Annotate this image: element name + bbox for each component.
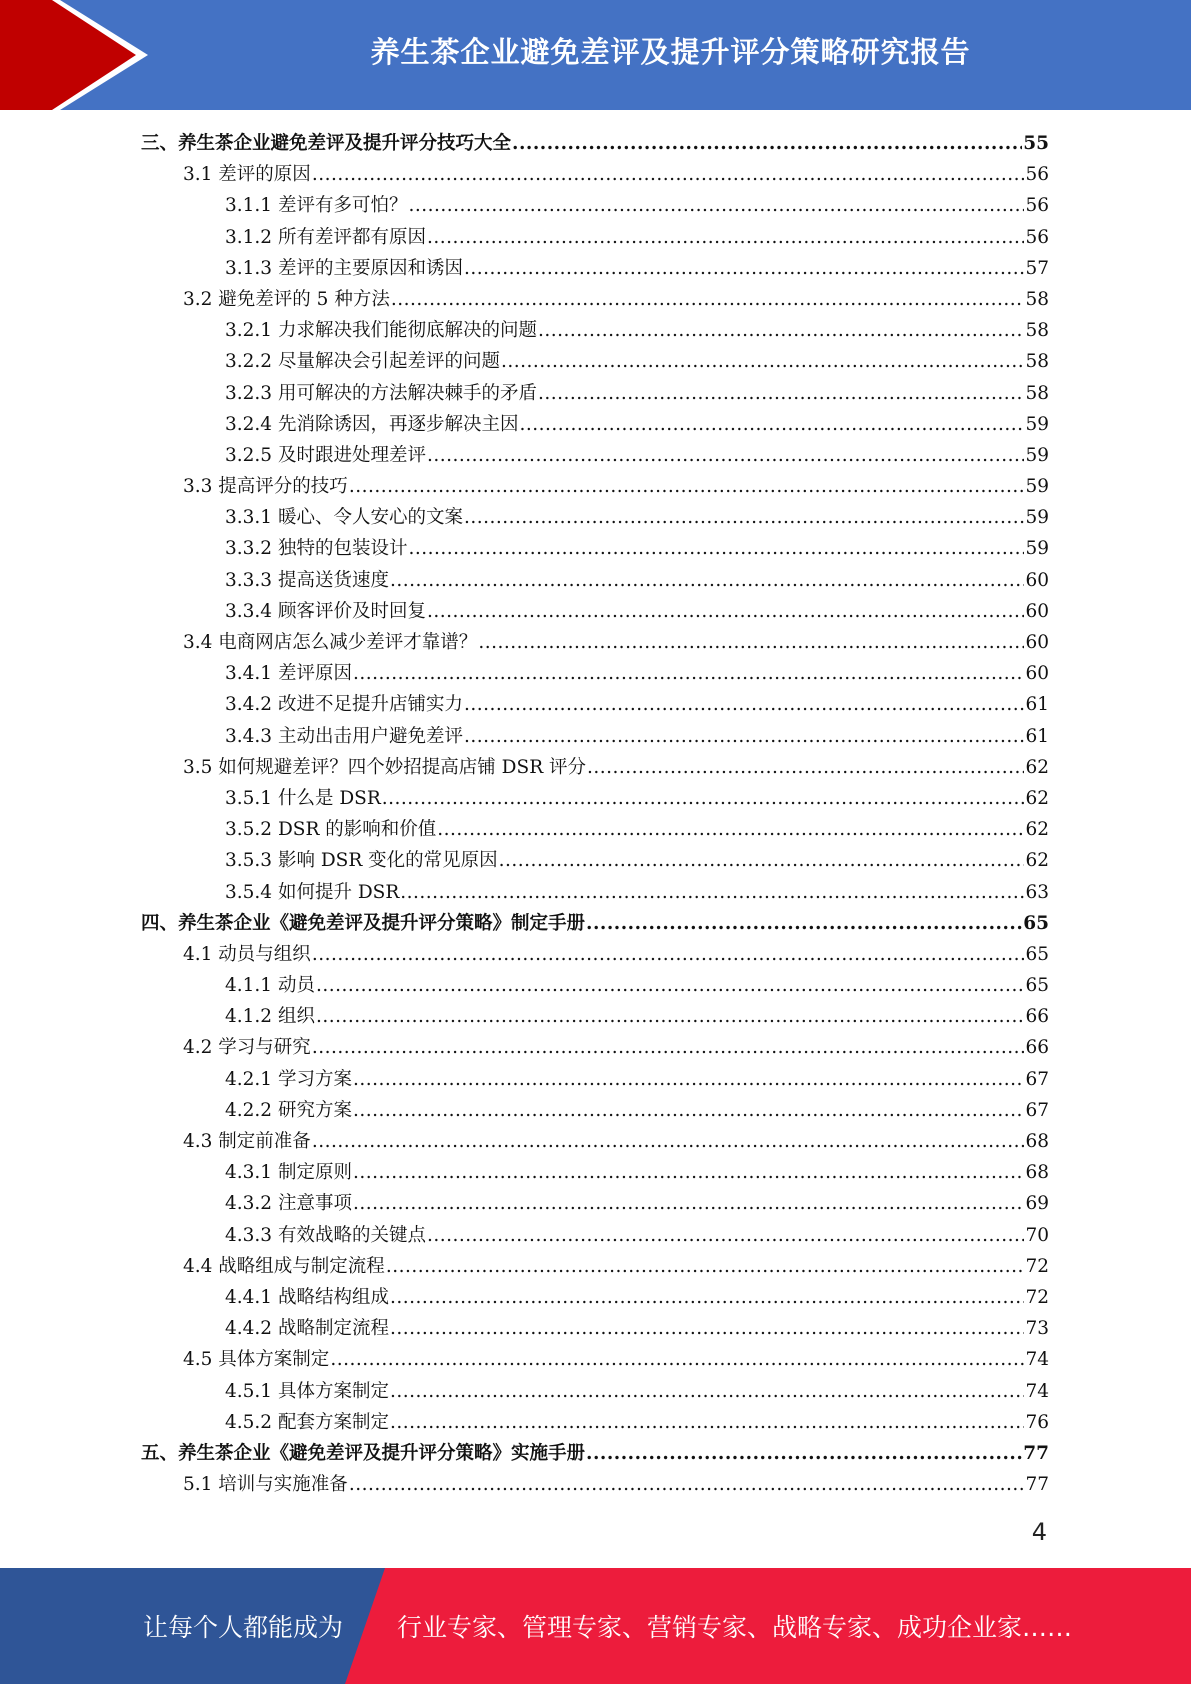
toc-entry-label: 三、养生茶企业避免差评及提升评分技巧大全 [141, 133, 512, 154]
chevron-arrow-icon [0, 0, 160, 110]
toc-entry-page: 73 [1025, 1318, 1049, 1340]
toc-entry[interactable] [141, 1251, 1049, 1282]
toc-entry-page: 59 [1025, 413, 1049, 435]
toc-entry[interactable] [141, 1064, 1049, 1095]
toc-entry[interactable] [141, 565, 1049, 596]
toc-entry-label: 3.2 避免差评的 5 种方法 [183, 288, 390, 310]
toc-entry-page: 66 [1025, 1037, 1049, 1059]
toc-entry-page: 62 [1025, 787, 1049, 809]
toc-entry[interactable] [141, 1157, 1049, 1188]
toc-entry[interactable] [141, 1188, 1049, 1219]
toc-entry-page: 74 [1025, 1349, 1049, 1371]
toc-entry-page: 77 [1023, 1442, 1049, 1464]
toc-leader-dots [312, 1032, 1025, 1063]
toc-entry-page: 56 [1025, 226, 1049, 248]
toc-entry-page: 56 [1025, 195, 1049, 217]
toc-entry[interactable] [141, 658, 1049, 689]
toc-leader-dots [400, 877, 1024, 908]
toc-leader-dots [316, 1001, 1025, 1032]
toc-leader-dots [464, 502, 1024, 533]
toc-entry-page: 56 [1025, 164, 1049, 186]
toc-leader-dots [312, 939, 1025, 970]
toc-entry[interactable] [141, 471, 1049, 502]
toc-leader-dots [499, 845, 1025, 876]
toc-entry-page: 65 [1025, 943, 1049, 965]
toc-leader-dots [390, 1282, 1024, 1313]
toc-leader-dots [586, 908, 1022, 939]
toc-leader-dots [391, 284, 1025, 315]
toc-leader-dots [538, 378, 1024, 409]
toc-entry[interactable] [141, 970, 1049, 1001]
toc-entry-page: 70 [1025, 1224, 1049, 1246]
toc-leader-dots [427, 440, 1024, 471]
toc-entry-label: 4.3.2 注意事项 [225, 1193, 352, 1215]
toc-leader-dots [478, 627, 1024, 658]
toc-entry-label: 4.5.1 具体方案制定 [225, 1380, 389, 1402]
toc-entry-label: 5.1 培训与实施准备 [183, 1474, 348, 1496]
toc-leader-dots [312, 1126, 1025, 1157]
toc-leader-dots [408, 533, 1024, 564]
toc-entry-page: 61 [1025, 694, 1049, 716]
toc-entry[interactable] [141, 253, 1049, 284]
toc-leader-dots [464, 689, 1024, 720]
toc-leader-dots [316, 970, 1025, 1001]
toc-entry[interactable] [141, 409, 1049, 440]
toc-leader-dots [587, 752, 1024, 783]
toc-entry-label: 3.5.3 影响 DSR 变化的常见原因 [225, 850, 498, 872]
toc-entry-page: 65 [1025, 975, 1049, 997]
toc-entry-label: 五、养生茶企业《避免差评及提升评分策略》实施手册 [141, 1442, 586, 1464]
toc-entry-page: 59 [1025, 538, 1049, 560]
toc-entry-label: 4.1 动员与组织 [183, 943, 311, 965]
toc-leader-dots [512, 128, 1022, 159]
toc-entry[interactable] [141, 721, 1049, 752]
toc-entry-label: 4.3 制定前准备 [183, 1131, 311, 1152]
toc-entry[interactable] [141, 440, 1049, 471]
toc-leader-dots [382, 783, 1025, 814]
toc-leader-dots [386, 1251, 1025, 1282]
page-footer [0, 1568, 1191, 1684]
toc-entry[interactable] [141, 128, 1049, 159]
toc-entry[interactable] [141, 1344, 1049, 1375]
toc-entry-label: 4.5.2 配套方案制定 [225, 1411, 389, 1433]
toc-entry-label: 4.2 学习与研究 [183, 1037, 311, 1059]
page-number: 4 [1031, 1518, 1047, 1546]
toc-entry[interactable] [141, 845, 1049, 876]
toc-entry-label: 3.4 电商网店怎么减少差评才靠谱？ [183, 632, 478, 653]
toc-entry-page: 60 [1025, 600, 1049, 622]
toc-entry-page: 63 [1025, 881, 1049, 903]
toc-entry-page: 62 [1025, 850, 1049, 872]
toc-leader-dots [427, 1220, 1024, 1251]
toc-entry-page: 69 [1025, 1193, 1049, 1215]
toc-leader-dots [353, 658, 1025, 689]
toc-entry-page: 76 [1025, 1411, 1049, 1433]
toc-entry-label: 3.3.1 暖心、令人安心的文案 [225, 507, 463, 529]
toc-leader-dots [353, 1064, 1025, 1095]
toc-entry-label: 4.1.2 组织 [225, 1006, 315, 1028]
toc-entry-page: 67 [1025, 1068, 1049, 1090]
toc-entry-page: 62 [1025, 819, 1049, 841]
toc-leader-dots [353, 1157, 1025, 1188]
toc-entry[interactable] [141, 908, 1049, 939]
toc-leader-dots [353, 1095, 1025, 1126]
toc-entry[interactable] [141, 752, 1049, 783]
toc-entry[interactable] [141, 1407, 1049, 1438]
toc-entry-page: 66 [1025, 1006, 1049, 1028]
toc-entry-label: 3.2.5 及时跟进处理差评 [225, 444, 426, 466]
toc-entry[interactable] [141, 1313, 1049, 1344]
toc-entry[interactable] [141, 159, 1049, 190]
toc-entry[interactable] [141, 596, 1049, 627]
toc-entry-page: 60 [1025, 663, 1049, 685]
toc-entry-page: 59 [1025, 507, 1049, 529]
toc-leader-dots [408, 190, 1024, 221]
page-header [0, 0, 1191, 110]
toc-entry[interactable] [141, 1126, 1049, 1157]
toc-leader-dots [427, 596, 1024, 627]
toc-entry[interactable] [141, 284, 1049, 315]
toc-entry-label: 4.2.1 学习方案 [225, 1068, 352, 1090]
toc-entry-label: 3.4.3 主动出击用户避免差评 [225, 725, 463, 747]
toc-leader-dots [390, 1407, 1024, 1438]
toc-entry[interactable] [141, 814, 1049, 845]
toc-entry-label: 四、养生茶企业《避免差评及提升评分策略》制定手册 [141, 912, 586, 934]
toc-entry-page: 67 [1025, 1099, 1049, 1121]
toc-entry-label: 4.2.2 研究方案 [225, 1099, 352, 1121]
toc-entry-page: 60 [1025, 569, 1049, 591]
toc-entry-page: 58 [1025, 382, 1049, 404]
toc-leader-dots [501, 346, 1024, 377]
toc-entry[interactable] [141, 1282, 1049, 1313]
toc-leader-dots [353, 1188, 1025, 1219]
toc-entry[interactable] [141, 1376, 1049, 1407]
toc-leader-dots [538, 315, 1024, 346]
toc-entry[interactable] [141, 533, 1049, 564]
toc-entry-label: 3.3.4 顾客评价及时回复 [225, 600, 426, 622]
toc-entry-page: 58 [1025, 288, 1049, 310]
toc-entry[interactable] [141, 346, 1049, 377]
toc-leader-dots [464, 253, 1024, 284]
toc-entry-label: 3.3.3 提高送货速度 [225, 569, 389, 591]
table-of-contents [141, 128, 1049, 1500]
toc-entry-label: 4.1.1 动员 [225, 975, 315, 997]
toc-entry-page: 58 [1025, 351, 1049, 373]
toc-entry[interactable] [141, 1001, 1049, 1032]
toc-entry[interactable] [141, 1095, 1049, 1126]
document-title: 养生茶企业避免差评及提升评分策略研究报告 [370, 34, 971, 69]
toc-entry-page: 61 [1025, 725, 1049, 747]
toc-entry-label: 3.3.2 独特的包装设计 [225, 538, 408, 560]
toc-entry-label: 4.4.1 战略结构组成 [225, 1286, 389, 1308]
toc-leader-dots [427, 222, 1024, 253]
toc-entry-label: 3.1.3 差评的主要原因和诱因 [225, 257, 463, 279]
toc-entry-page: 68 [1025, 1131, 1049, 1152]
toc-entry-label: 4.4 战略组成与制定流程 [183, 1255, 385, 1277]
toc-leader-dots [349, 471, 1025, 502]
toc-entry-label: 3.5.1 什么是 DSR [225, 787, 381, 809]
toc-entry[interactable] [141, 190, 1049, 221]
toc-entry-page: 72 [1025, 1286, 1049, 1308]
toc-entry[interactable] [141, 502, 1049, 533]
toc-entry-page: 59 [1025, 444, 1049, 466]
toc-entry[interactable] [141, 222, 1049, 253]
toc-leader-dots [586, 1438, 1022, 1469]
toc-entry-page: 57 [1025, 257, 1049, 279]
toc-entry[interactable] [141, 1469, 1049, 1500]
toc-entry[interactable] [141, 1438, 1049, 1469]
toc-entry[interactable] [141, 689, 1049, 720]
toc-entry-label: 4.4.2 战略制定流程 [225, 1318, 389, 1340]
toc-entry-label: 4.5 具体方案制定 [183, 1349, 330, 1371]
toc-entry-page: 62 [1025, 756, 1049, 778]
toc-entry-label: 3.1.1 差评有多可怕？ [225, 195, 408, 217]
footer-slogan-left: 让每个人都能成为 [143, 1613, 344, 1642]
toc-entry[interactable] [141, 378, 1049, 409]
toc-entry-page: 58 [1025, 320, 1049, 342]
toc-entry-page: 59 [1025, 476, 1049, 498]
toc-entry-label: 3.5.4 如何提升 DSR [225, 881, 400, 903]
toc-entry[interactable] [141, 877, 1049, 908]
toc-entry-page: 74 [1025, 1380, 1049, 1402]
toc-entry-page: 65 [1023, 912, 1049, 934]
toc-entry[interactable] [141, 939, 1049, 970]
toc-entry-label: 3.2.2 尽量解决会引起差评的问题 [225, 351, 500, 373]
toc-leader-dots [390, 565, 1024, 596]
toc-entry[interactable] [141, 627, 1049, 658]
toc-leader-dots [390, 1313, 1024, 1344]
toc-entry-label: 4.3.1 制定原则 [225, 1162, 352, 1184]
toc-entry-page: 55 [1023, 133, 1049, 154]
toc-leader-dots [312, 159, 1025, 190]
toc-entry-label: 3.2.4 先消除诱因，再逐步解决主因 [225, 413, 519, 435]
toc-entry-label: 3.4.2 改进不足提升店铺实力 [225, 694, 463, 716]
toc-entry-page: 68 [1025, 1162, 1049, 1184]
toc-entry-label: 3.1 差评的原因 [183, 164, 311, 186]
footer-slogan-right: 行业专家、管理专家、营销专家、战略专家、成功企业家…… [397, 1613, 1073, 1642]
toc-leader-dots [390, 1376, 1024, 1407]
toc-leader-dots [349, 1469, 1025, 1500]
toc-leader-dots [437, 814, 1024, 845]
toc-entry-label: 3.4.1 差评原因 [225, 663, 352, 685]
toc-entry[interactable] [141, 783, 1049, 814]
toc-entry-label: 3.5 如何规避差评？四个妙招提高店铺 DSR 评分 [183, 756, 586, 778]
toc-leader-dots [464, 721, 1024, 752]
toc-entry-label: 4.3.3 有效战略的关键点 [225, 1224, 426, 1246]
toc-entry[interactable] [141, 1220, 1049, 1251]
toc-entry-label: 3.2.3 用可解决的方法解决棘手的矛盾 [225, 382, 537, 404]
toc-entry-label: 3.3 提高评分的技巧 [183, 476, 348, 498]
toc-entry-page: 60 [1025, 632, 1049, 653]
toc-entry-label: 3.5.2 DSR 的影响和价值 [225, 819, 437, 841]
toc-entry-page: 72 [1025, 1255, 1049, 1277]
toc-entry-label: 3.1.2 所有差评都有原因 [225, 226, 426, 248]
toc-entry-label: 3.2.1 力求解决我们能彻底解决的问题 [225, 320, 537, 342]
toc-entry-page: 77 [1025, 1474, 1049, 1496]
toc-entry[interactable] [141, 315, 1049, 346]
toc-leader-dots [330, 1344, 1024, 1375]
toc-entry[interactable] [141, 1032, 1049, 1063]
toc-leader-dots [519, 409, 1024, 440]
